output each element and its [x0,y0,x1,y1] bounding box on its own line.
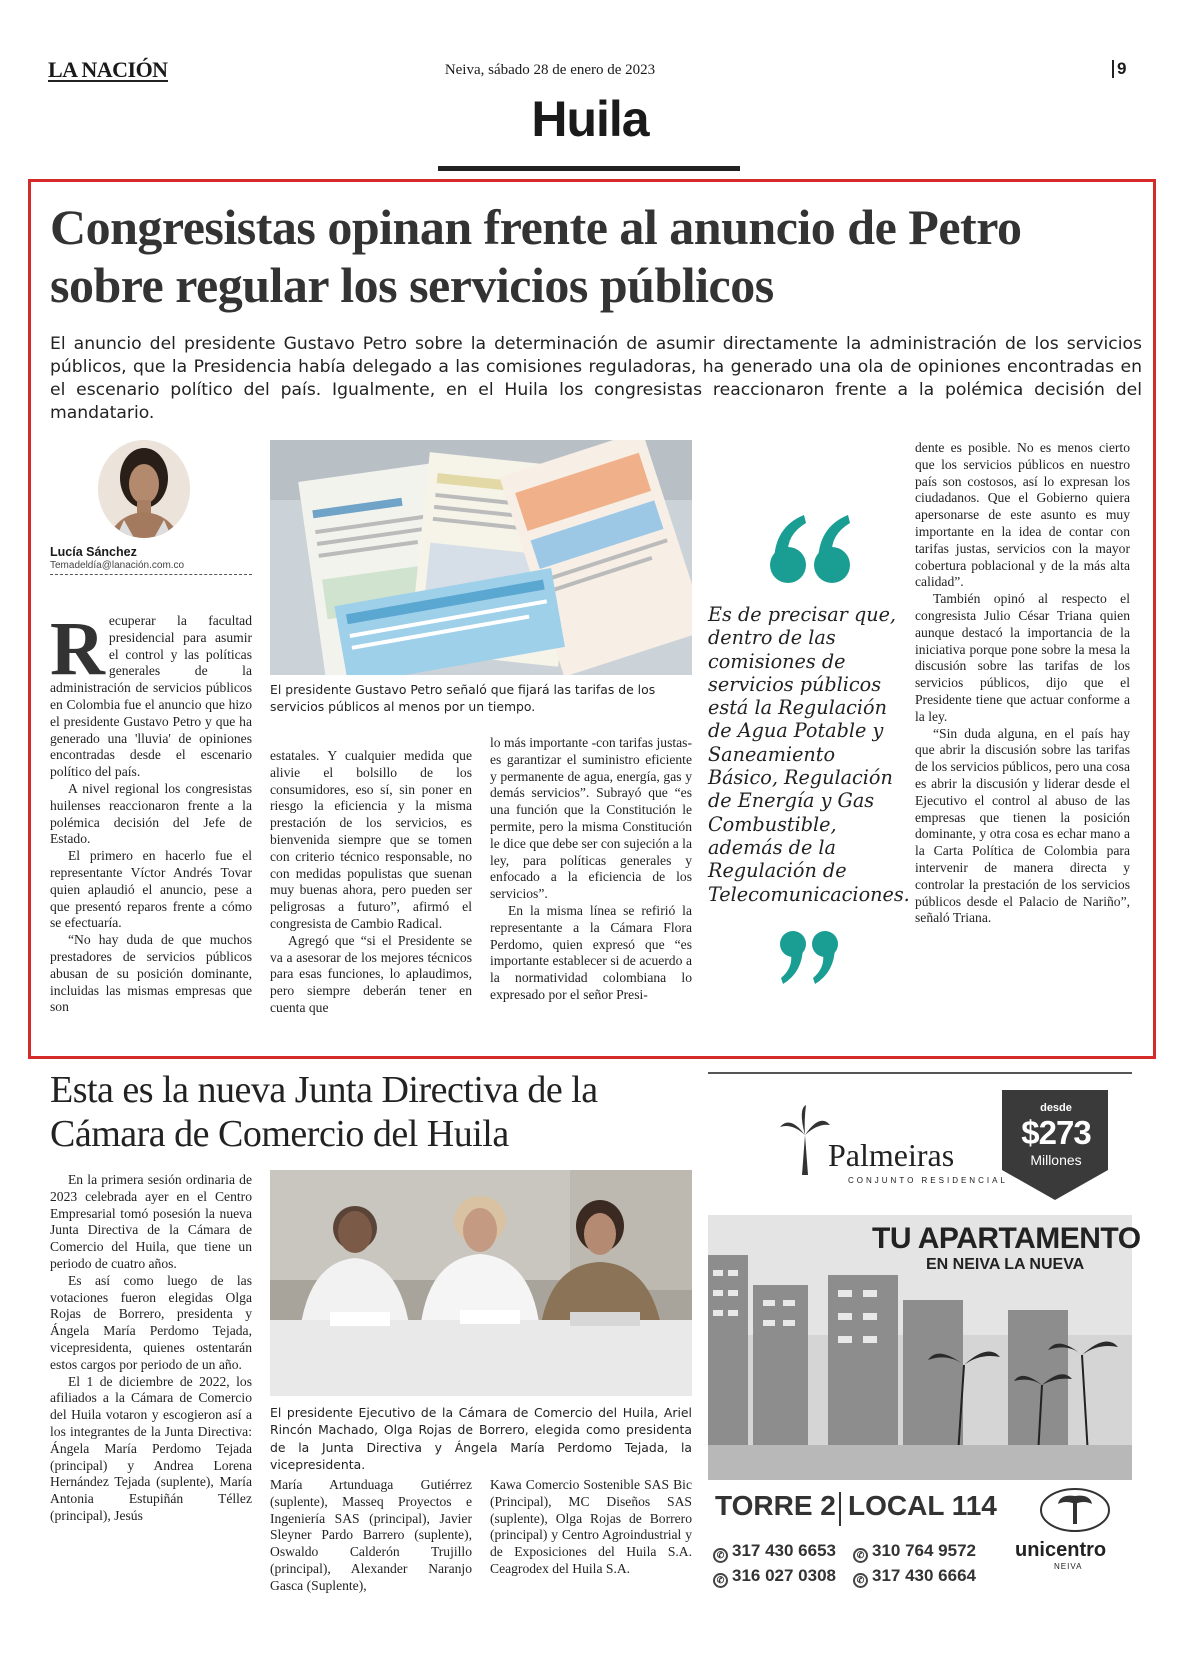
article2-column-1 [50,1172,252,1592]
whatsapp-icon: ✆ [853,1548,868,1563]
paragraph: María Artunduaga Gutiérrez (suplente), Masseq Proyectos e Ingeniería SAS (principal), Javier Sleyner Pardo Barrero (suplente), Oswaldo Calderón Trujillo (principal), Alexander Naranjo Gasca (Suplente), [270,1477,472,1593]
section-rule [438,166,740,171]
paragraph: Es así como luego de las votaciones fueron elegidas Olga Rojas de Borrero, presidenta y Ángela María Perdomo Tejada, vicepresidenta, quienes ostentarán estos cargos por periodo de un año. [50,1272,252,1372]
open-quote-icon [760,505,860,595]
paragraph: En la misma línea se refirió la representante a la Cámara Flora Perdomo, quien expresó que “es importante establecer si de acuerdo a la normatividad colombiana lo expresado por el señor Presi- [490,902,692,1002]
divider [839,1492,841,1526]
byline-rule [50,574,252,575]
ad-tower-label: TORRE 2 [715,1490,836,1521]
whatsapp-icon: ✆ [853,1573,868,1588]
paragraph: Kawa Comercio Sostenible SAS Bic (Principal), MC Diseños SAS (suplente), Olga Rojas de Borrero (principal) y Centro Agroindustrial y de Exposiciones del Huila S.A. Ceagrodex del Huila S.A. [490,1477,692,1576]
article2-headline: Esta es la nueva Junta Directiva de la Cámara de Comercio del Huila [50,1069,598,1155]
phone-number[interactable] [713,1541,836,1563]
article-lead: El anuncio del presidente Gustavo Petro sobre la determinación de asumir directamente la administración de los servicios públicos, que la Presidencia había delegado a las comisiones reguladoras, ha generado una ola de opiniones encontradas en el escenario político del país. Igualmente, en el Huila los congresistas reaccionaron frente a la polémica decisión del mandatario. [50,334,1142,423]
article2-column-2 [270,1477,472,1595]
phone-text: 316 027 0308 [732,1566,836,1585]
paragraph: “Sin duda alguna, en el país hay que abrir la discusión sobre las tarifas de los servicios públicos, pero una cosa es abrir la discusión y liderar desde el Ejecutivo el control al abuso de las empresas que tienen la posición dominante, y otra cosa es echar mano a la Carta Política de Colombia para intervenir de manera directa y controlar la prestación de los servicios públicos desde el Palacio de Nariño”, señaló Triana. [915,725,1130,926]
paragraph: dente es posible. No es menos cierto que los servicios públicos en nuestro país son costosos, así lo expresan los ciudadanos. Que el Gobierno quiera apersonarse de este asunto es muy importante en la idea de contar con tarifas justas, servicios con la mayor cobertura poblacional y de la más alta calidad”. [915,440,1130,590]
phone-number[interactable] [853,1566,976,1588]
paragraph: ecuperar la facultad presidencial para asumir el control y las políticas generales de la administración de servicios públicos en Colombia fue el anuncio que hizo el presidente Gustavo Petro y que ha generado una 'lluvia' de opiniones encontradas desde el escenario político del país. [50,613,252,780]
mall-logo-icon [1040,1488,1110,1538]
section-title: Huila [531,91,649,147]
article-column-3 [490,735,692,1048]
paragraph: El primero en hacerlo fue el representante Víctor Andrés Tovar quien aplaudió el anuncio, pese a que presentó reparos frente a cómo se efectuaría. [50,848,252,931]
paragraph: Agregó que “si el Presidente se va a asesorar de los mejores técnicos para esas funciones, lo aplaudimos, pero siempre deberán tener en cuenta que [270,932,472,1015]
author-avatar [98,440,190,538]
phone-number[interactable] [853,1541,976,1563]
photo-caption: El presidente Gustavo Petro señaló que fijará las tarifas de los servicios públicos al menos por un tiempo. [270,682,656,714]
phone-text: 310 764 9572 [872,1541,976,1560]
pull-quote: Es de precisar que, dentro de las comisiones de servicios públicos está la Regulación de Agua Potable y Saneamiento Básico, Regulación de Energía y Gas Combustible, además de la Regulación de Telecomunicaciones. [708,603,910,906]
utility-bills-photo [270,440,692,675]
date-line: Neiva, sábado 28 de enero de 2023 [444,62,656,78]
paragraph: El 1 de diciembre de 2022, los afiliados a la Cámara de Comercio del Huila votaron y escogieron así a los integrantes de la Junta Directiva: Ángela María Perdomo Tejada (principal) y Andrea Lorena Hernández Tejada (suplente), María Antonia Estupiñán Téllez (principal), Jesús [50,1373,252,1523]
mall-name: unicentro [1015,1539,1107,1561]
ad-subheadline: EN NEIVA LA NUEVA [926,1256,1085,1273]
palm-logo-icon [780,1105,830,1175]
whatsapp-icon: ✆ [713,1573,728,1588]
page-number: 9 [1112,60,1126,78]
article-headline: Congresistas opinan frente al anuncio de Petro sobre regular los servicios públicos [50,199,1022,313]
ad-local-label: LOCAL 114 [848,1490,997,1521]
newspaper-logo: LA NACIÓN [48,57,168,82]
ad-brand-subtitle: CONJUNTO RESIDENCIAL [848,1176,1008,1185]
whatsapp-icon: ✆ [713,1548,728,1563]
price-unit: Millones [1030,1152,1082,1168]
price-value: $273 [1021,1114,1091,1151]
ad-brand-name: Palmeiras [828,1137,955,1173]
phone-number[interactable] [713,1566,836,1588]
paragraph: En la primera sesión ordinaria de 2023 celebrada ayer en el Centro Empresarial tomó posesión la nueva Junta Directiva de la Cámara de Comercio del Huila, que tiene un periodo de cuatro años. [50,1172,252,1271]
ad-headline: TU APARTAMENTO [872,1222,1141,1255]
article2-column-3 [490,1477,692,1595]
paragraph: También opinó al respecto el congresista Julio César Triana quien aunque destacó la importancia de la iniciativa porque pone sobre la mesa la discusión sobre las tarifas de los servicios públicos, dijo que el Presidente tiene que actuar conforme a la ley. [915,591,1130,724]
article-column-4 [915,440,1130,1050]
phone-text: 317 430 6653 [732,1541,836,1560]
close-quote-icon [775,928,845,988]
paragraph: “No hay duda de que muchos prestadores de servicios públicos abusan de su posición dominante, incluidas las mismas empresas que son [50,932,252,1015]
photo-caption: El presidente Ejecutivo de la Cámara de Comercio del Huila, Ariel Rincón Machado, Olga Rojas de Borrero, elegida como presidenta de la Junta Directiva y Ángela María Perdomo Tejada, la vicepresidenta. [270,1405,692,1472]
drop-cap: R [50,613,105,691]
article-column-1 [50,613,252,1048]
price-from-label: desde [1040,1102,1072,1114]
paragraph: estatales. Y cualquier medida que alivie el bolsillo de los consumidores, eso sí, sin poner en riesgo la eficiencia y la misma prestación de los servicios, es bienvenida siempre que se tomen con criterio técnico responsable, no con medidas populistas que suenan muy buenas ahora, pero pueden ser peligrosas a futuro”, afirmó el congresista de Cambio Radical. [270,748,472,931]
phone-text: 317 430 6664 [872,1566,976,1585]
author-email: Temadeldía@lanación.com.co [50,560,185,571]
article-column-2 [270,748,472,1048]
author-name: Lucía Sánchez [50,545,137,559]
paragraph: lo más importante -con tarifas justas- es garantizar el suministro eficiente y permanente de agua, energía, gas y demás servicios”. Subrayó que “es una función que la Constitución le permite, pero la misma Constitución le dice que debe ser con sujeción a la ley, para políticas generales y enfocado a la eficiencia de los servicios”. [490,735,692,902]
board-members-photo [270,1170,692,1396]
mall-city: NEIVA [1054,1562,1083,1571]
paragraph: A nivel regional los congresistas huilenses reaccionaron frente a la polémica decisión del Jefe de Estado. [50,780,252,847]
